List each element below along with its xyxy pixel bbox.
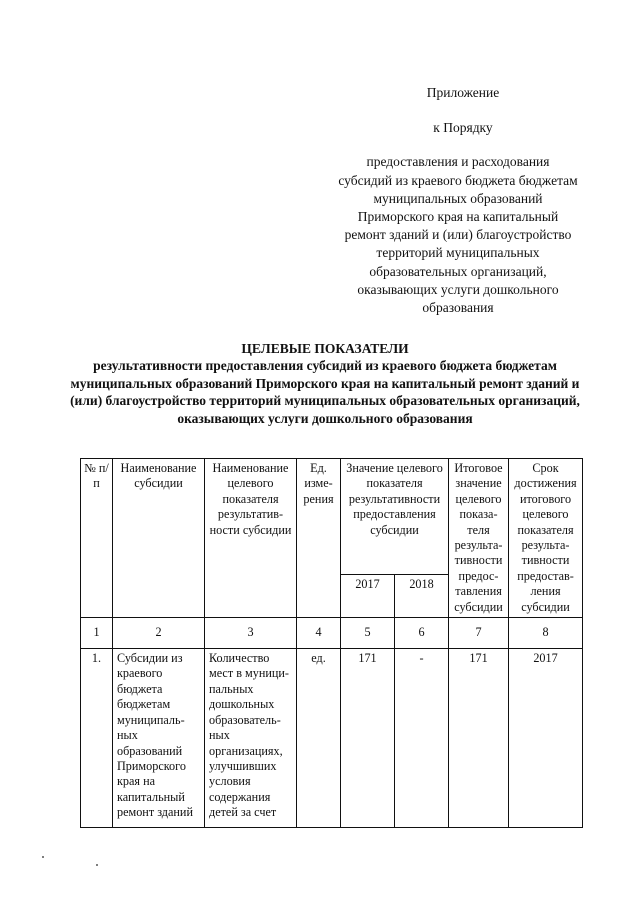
header-year-2018: 2018 [395, 575, 449, 618]
row-num: 1. [81, 649, 113, 828]
column-number: 5 [341, 618, 395, 649]
column-numbers-row [81, 618, 583, 649]
appendix-block [338, 84, 578, 317]
row-unit: ед. [297, 649, 341, 828]
column-number: 6 [395, 618, 449, 649]
appendix-reference: к Порядку [433, 120, 493, 136]
column-number: 1 [81, 618, 113, 649]
header-value-group: Значение целевого показателя результативности предоставления субсидии [341, 459, 449, 575]
header-unit: Ед. изме-рения [297, 459, 341, 618]
scan-speck [42, 856, 44, 858]
header-deadline: Срок достижения итогового целевого показателя результа-тивности предостав-ления субсидии [509, 459, 583, 618]
header-num: № п/п [81, 459, 113, 618]
row-final-value: 171 [449, 649, 509, 828]
column-number: 3 [205, 618, 297, 649]
row-deadline: 2017 [509, 649, 583, 828]
column-number: 8 [509, 618, 583, 649]
column-number: 2 [113, 618, 205, 649]
header-final-value: Итоговое значение целевого показа-теля результа-тивности предос-тавления субсидии [449, 459, 509, 618]
appendix-label: Приложение [426, 85, 500, 100]
scan-speck [96, 864, 98, 866]
row-indicator-name: Количество мест в муници-пальных дошкольных образователь-ных организациях, улучшивших условия содержания детей за счет [205, 649, 297, 828]
table-row [81, 649, 583, 828]
indicators-table [80, 458, 583, 828]
column-number: 4 [297, 618, 341, 649]
header-year-2017: 2017 [341, 575, 395, 618]
title-subheading: результативности предоставления субсидий из краевого бюджета бюджетам муниципальных образований Приморского края на капитальный ремонт зданий и (или) благоустройство территорий муниципальных образовательных организаций, оказывающих услуги дошкольного образования [70, 358, 580, 426]
header-subsidy-name: Наименование субсидии [113, 459, 205, 618]
row-value-2018: - [395, 649, 449, 828]
title-heading: ЦЕЛЕВЫЕ ПОКАЗАТЕЛИ [241, 341, 409, 356]
row-value-2017: 171 [341, 649, 395, 828]
column-number: 7 [449, 618, 509, 649]
row-subsidy-name: Субсидии из краевого бюджета бюджетам муниципаль-ных образований Приморского края на капитальный ремонт зданий [113, 649, 205, 828]
table-header-row [81, 459, 583, 575]
document-title [60, 340, 590, 427]
appendix-purpose: предоставления и расходования субсидий из краевого бюджета бюджетам муниципальных образований Приморского края на капитальный ремонт зданий и (или) благоустройство территорий муниципальных образовательных организаций, оказывающих услуги дошкольного образования [338, 154, 578, 316]
header-indicator-name: Наименование целевого показателя результатив-ности субсидии [205, 459, 297, 618]
